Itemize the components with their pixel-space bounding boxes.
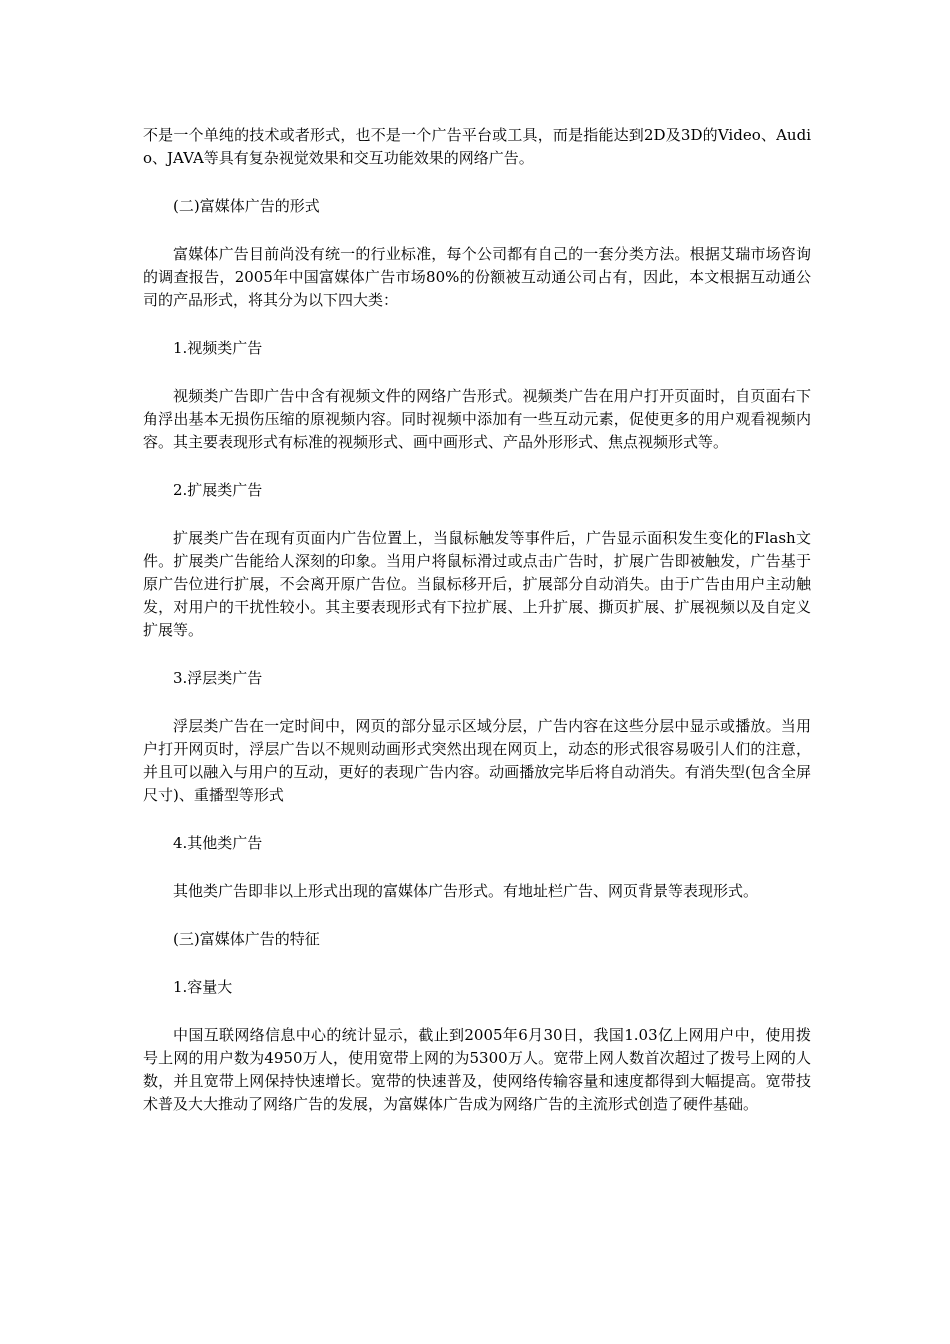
paragraph: 富媒体广告目前尚没有统一的行业标准，每个公司都有自己的一套分类方法。根据艾瑞市场咨询的调查报告，2005年中国富媒体广告市场80%的份额被互动通公司占有，因此，本文根据互动通公司的产品形式，将其分为以下四大类： <box>143 245 811 309</box>
subsection-heading: 3.浮层类广告 <box>173 669 263 687</box>
subsection-heading: 4.其他类广告 <box>173 834 263 852</box>
section-heading: (二)富媒体广告的形式 <box>173 197 320 215</box>
subsection-heading: 1.容量大 <box>173 978 233 996</box>
subsection-heading: 2.扩展类广告 <box>173 481 263 499</box>
subsection-heading: 1.视频类广告 <box>173 339 263 357</box>
paragraph: 其他类广告即非以上形式出现的富媒体广告形式。有地址栏广告、网页背景等表现形式。 <box>173 882 759 900</box>
paragraph: 中国互联网络信息中心的统计显示，截止到2005年6月30日，我国1.03亿上网用户中，使用拨号上网的用户数为4950万人，使用宽带上网的为5300万人。宽带上网人数首次超过了拨号上网的人数，并且宽带上网保持快速增长。宽带的快速普及，使网络传输容量和速度都得到大幅提高。宽带技术普及大大推动了网络广告的发展，为富媒体广告成为网络广告的主流形式创造了硬件基础。 <box>143 1026 811 1113</box>
section-heading: (三)富媒体广告的特征 <box>173 930 320 948</box>
paragraph: 不是一个单纯的技术或者形式，也不是一个广告平台或工具，而是指能达到2D及3D的Video、Audio、JAVA等具有复杂视觉效果和交互功能效果的网络广告。 <box>143 126 811 167</box>
paragraph: 扩展类广告在现有页面内广告位置上，当鼠标触发等事件后，广告显示面积发生变化的Flash文件。扩展类广告能给人深刻的印象。当用户将鼠标滑过或点击广告时，扩展广告即被触发，广告基于原广告位进行扩展，不会离开原广告位。当鼠标移开后，扩展部分自动消失。由于广告由用户主动触发，对用户的干扰性较小。其主要表现形式有下拉扩展、上升扩展、撕页扩展、扩展视频以及自定义扩展等。 <box>143 529 811 639</box>
document-body <box>143 124 811 1116</box>
paragraph: 浮层类广告在一定时间中，网页的部分显示区域分层，广告内容在这些分层中显示或播放。当用户打开网页时，浮层广告以不规则动画形式突然出现在网页上，动态的形式很容易吸引人们的注意，并且可以融入与用户的互动，更好的表现广告内容。动画播放完毕后将自动消失。有消失型(包含全屏尺寸)、重播型等形式 <box>143 717 811 804</box>
paragraph: 视频类广告即广告中含有视频文件的网络广告形式。视频类广告在用户打开页面时，自页面右下角浮出基本无损伤压缩的原视频内容。同时视频中添加有一些互动元素，促使更多的用户观看视频内容。其主要表现形式有标准的视频形式、画中画形式、产品外形形式、焦点视频形式等。 <box>143 387 811 451</box>
